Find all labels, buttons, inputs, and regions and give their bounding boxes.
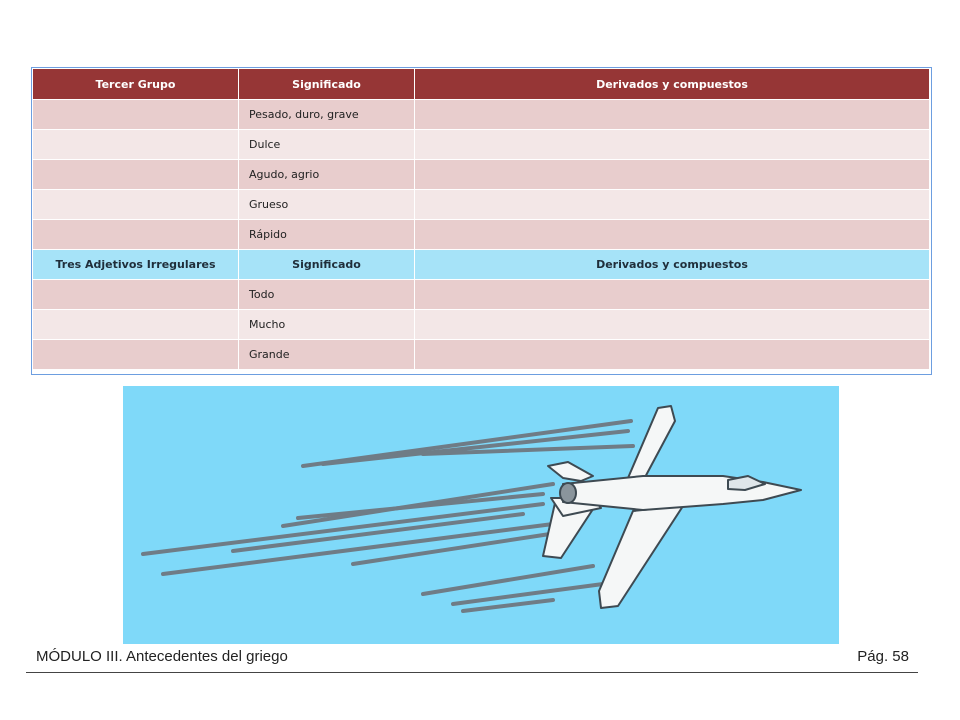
meaning-cell: Grande xyxy=(239,340,415,370)
fighter-jet-icon xyxy=(123,386,839,644)
derivatives-cell[interactable] xyxy=(415,100,930,130)
table-row xyxy=(33,100,930,130)
meaning-cell: Rápido xyxy=(239,220,415,250)
word-cell[interactable] xyxy=(33,340,239,370)
word-cell[interactable] xyxy=(33,160,239,190)
table-row xyxy=(33,130,930,160)
header-row-adjetivos-irregulares xyxy=(33,250,930,280)
derivatives-cell[interactable] xyxy=(415,130,930,160)
derivatives-cell[interactable] xyxy=(415,160,930,190)
header-cell-meaning: Significado xyxy=(239,250,415,280)
footer-divider xyxy=(26,672,918,673)
meaning-cell: Grueso xyxy=(239,190,415,220)
meaning-cell: Agudo, agrio xyxy=(239,160,415,190)
table-row xyxy=(33,220,930,250)
table-row xyxy=(33,160,930,190)
header-cell-group: Tercer Grupo xyxy=(33,69,239,100)
derivatives-cell[interactable] xyxy=(415,340,930,370)
footer-page-number: Pág. 58 xyxy=(857,648,909,665)
footer-module-title: MÓDULO III. Antecedentes del griego xyxy=(36,648,288,665)
derivatives-cell[interactable] xyxy=(415,310,930,340)
meaning-cell: Mucho xyxy=(239,310,415,340)
meaning-cell: Todo xyxy=(239,280,415,310)
meaning-cell: Pesado, duro, grave xyxy=(239,100,415,130)
word-cell[interactable] xyxy=(33,130,239,160)
meaning-cell: Dulce xyxy=(239,130,415,160)
word-cell[interactable] xyxy=(33,100,239,130)
word-cell[interactable] xyxy=(33,190,239,220)
header-cell-group: Tres Adjetivos Irregulares xyxy=(33,250,239,280)
table-row xyxy=(33,310,930,340)
table-row xyxy=(33,280,930,310)
header-cell-meaning: Significado xyxy=(239,69,415,100)
derivatives-cell[interactable] xyxy=(415,190,930,220)
table-row xyxy=(33,190,930,220)
derivatives-cell[interactable] xyxy=(415,280,930,310)
table-row xyxy=(33,340,930,370)
illustration-panel xyxy=(123,386,839,644)
derivatives-cell[interactable] xyxy=(415,220,930,250)
header-cell-derivatives: Derivados y compuestos xyxy=(415,250,930,280)
word-cell[interactable] xyxy=(33,280,239,310)
word-cell[interactable] xyxy=(33,310,239,340)
greek-adjectives-table xyxy=(32,68,930,370)
header-row-tercer-grupo xyxy=(33,69,930,100)
word-cell[interactable] xyxy=(33,220,239,250)
header-cell-derivatives: Derivados y compuestos xyxy=(415,69,930,100)
